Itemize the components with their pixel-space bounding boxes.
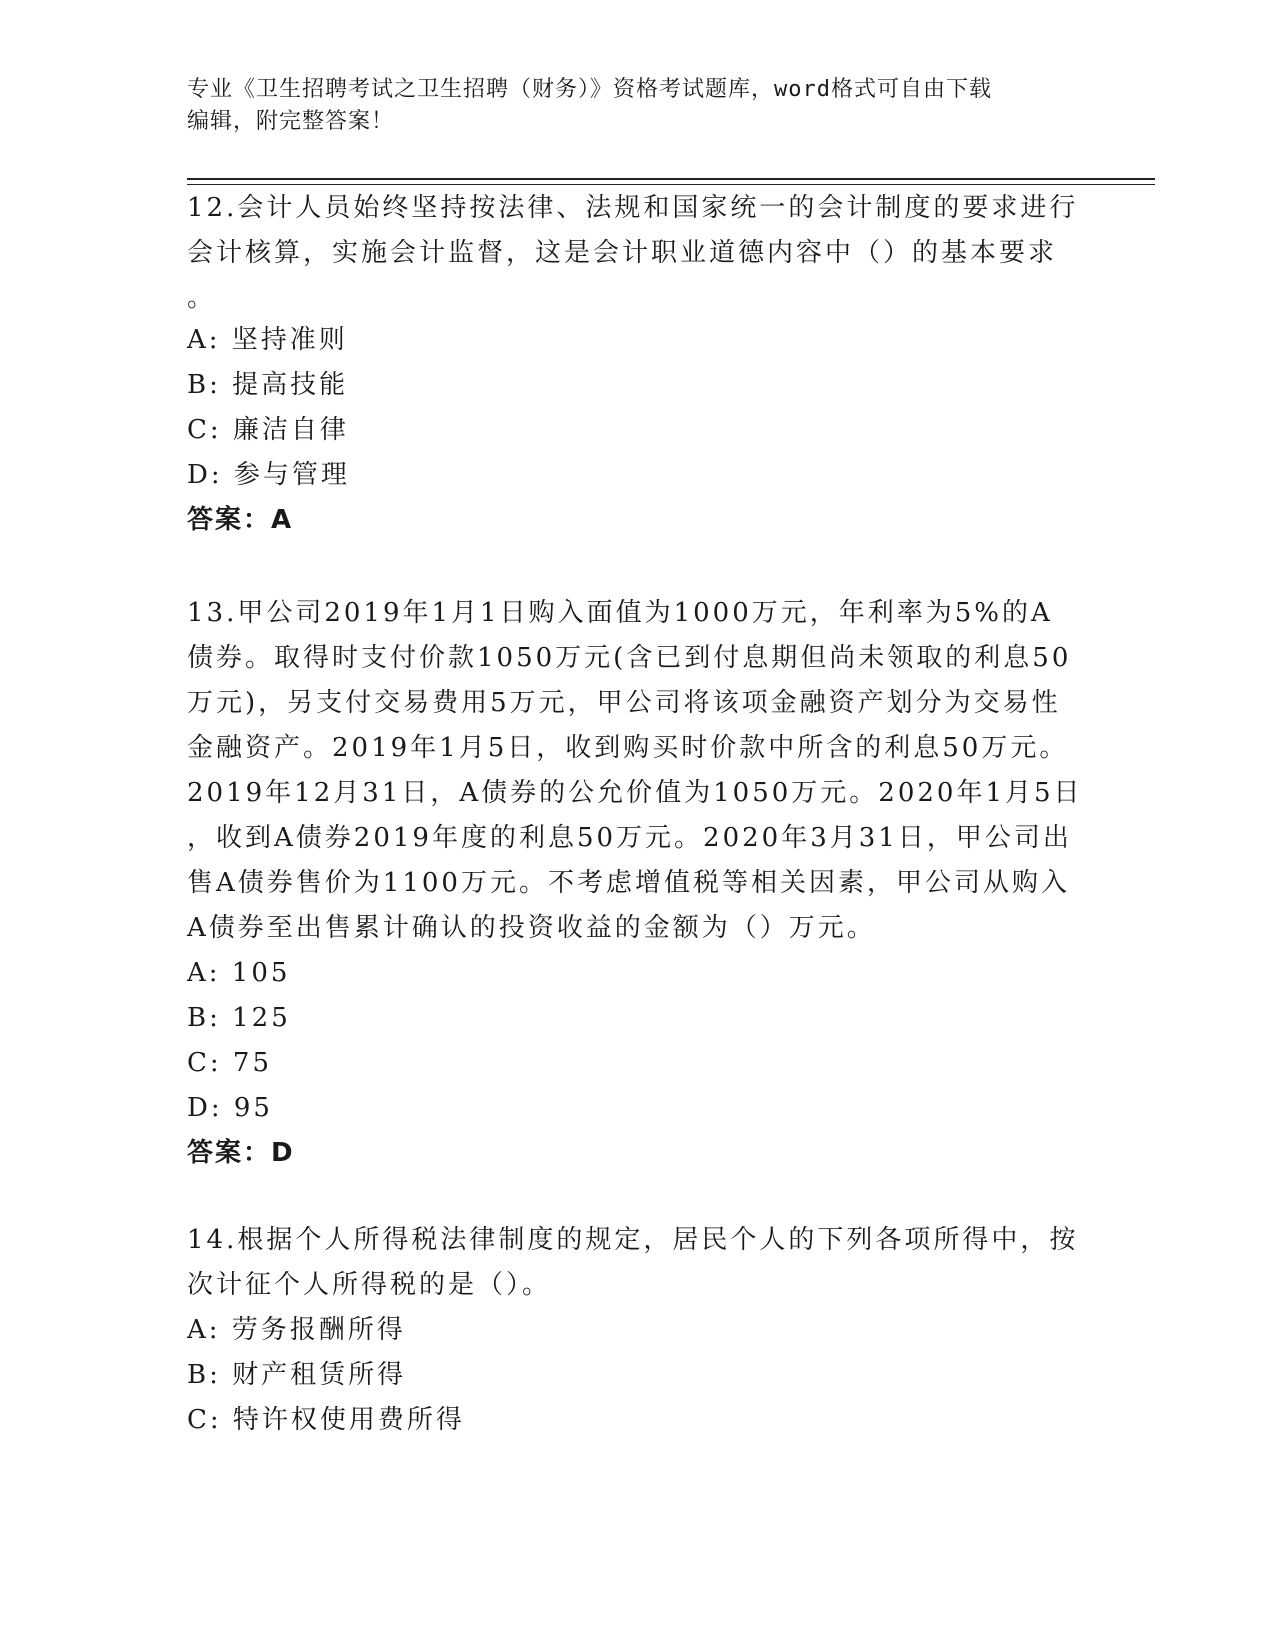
question-line: 售A债券售价为1100万元。不考虑增值税等相关因素，甲公司从购入: [187, 868, 1070, 898]
question-line: 。: [187, 283, 217, 313]
question-text: [187, 591, 1087, 951]
header-line-2: 编辑，附完整答案！: [187, 109, 395, 134]
document-header: [187, 74, 1087, 138]
option-d: D: 95: [187, 1093, 273, 1123]
question-13: [187, 591, 1087, 1176]
question-line: A债券至出售累计确认的投资收益的金额为（）万元。: [187, 913, 876, 943]
question-line: 会计核算，实施会计监督，这是会计职业道德内容中（）的基本要求: [187, 238, 1058, 268]
question-line: 金融资产。2019年1月5日，收到购买时价款中所含的利息50万元。: [187, 733, 1069, 763]
question-line: ，收到A债券2019年度的利息50万元。2020年3月31日，甲公司出: [187, 823, 1072, 853]
option-a: A: 105: [187, 958, 291, 988]
option-c: C: 特许权使用费所得: [187, 1405, 465, 1435]
question-12: [187, 186, 1087, 543]
question-text: [187, 186, 1087, 321]
question-line: 13.甲公司2019年1月1日购入面值为1000万元，年利率为5%的A: [187, 598, 1053, 628]
answer-text: 答案：A: [187, 505, 294, 535]
option-b: B: 财产租赁所得: [187, 1360, 407, 1390]
question-line: 12.会计人员始终坚持按法律、法规和国家统一的会计制度的要求进行: [187, 193, 1079, 223]
option-a: A: 坚持准则: [187, 325, 348, 355]
option-a: A: 劳务报酬所得: [187, 1315, 406, 1345]
question-line: 次计征个人所得税的是（）。: [187, 1270, 552, 1300]
question-line: 万元)，另支付交易费用5万元，甲公司将该项金融资产划分为交易性: [187, 688, 1061, 718]
question-line: 14.根据个人所得税法律制度的规定，居民个人的下列各项所得中，按: [187, 1225, 1079, 1255]
question-line: 2019年12月31日，A债券的公允价值为1050万元。2020年1月5日: [187, 778, 1083, 808]
answer-text: 答案：D: [187, 1138, 295, 1168]
question-line: 债券。取得时支付价款1050万元(含已到付息期但尚未领取的利息50: [187, 643, 1072, 673]
question-14: [187, 1218, 1087, 1443]
option-d: D: 参与管理: [187, 460, 350, 490]
option-b: B: 提高技能: [187, 370, 349, 400]
header-divider-thick: [187, 178, 1155, 180]
header-line-1: 专业《卫生招聘考试之卫生招聘（财务）》资格考试题库，word格式可自由下载: [187, 77, 992, 102]
header-divider-thin: [187, 184, 1155, 185]
option-c: C: 75: [187, 1048, 273, 1078]
option-c: C: 廉洁自律: [187, 415, 349, 445]
question-text: [187, 1218, 1087, 1308]
option-b: B: 125: [187, 1003, 291, 1033]
